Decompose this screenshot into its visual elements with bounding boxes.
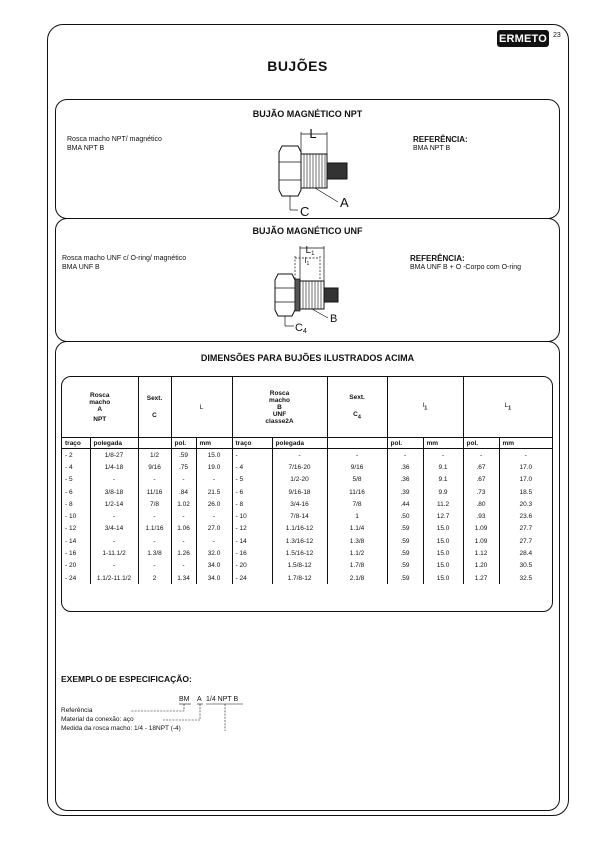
table-cell: - 4 xyxy=(232,461,272,473)
spec-line-reference: Referência xyxy=(61,707,93,714)
table-cell: 1-11.1/2 xyxy=(90,547,138,559)
table-cell: .59 xyxy=(387,560,423,572)
section-npt-title: BUJÃO MAGNÉTICO NPT xyxy=(252,109,363,119)
npt-reference-label: REFERÊNCIA: xyxy=(413,135,468,144)
table-cell: - 20 xyxy=(65,562,77,570)
table-cell: - xyxy=(171,474,196,486)
table-cell: 32.0 xyxy=(196,547,232,559)
table-cell: 9/16-18 xyxy=(272,486,327,498)
table-cell: 1/8-27 xyxy=(90,449,138,462)
table-cell: - xyxy=(90,474,138,486)
header-unf-line: B xyxy=(277,403,282,411)
table-cell: 17.0 xyxy=(499,461,552,473)
page-title: BUJÕES xyxy=(267,58,328,74)
table-cell: - xyxy=(272,449,327,462)
table-cell: 11/16 xyxy=(138,486,171,498)
unf-reference-value: BMA UNF B + O -Corpo com O-ring xyxy=(410,264,522,271)
table-cell: .93 xyxy=(463,510,499,522)
table-cell: - 10 xyxy=(232,510,272,522)
table-cell: - 16 xyxy=(232,547,272,559)
unf-label-b: B xyxy=(330,313,338,325)
table-cell: - 24 xyxy=(65,574,77,582)
table-cell: 3/8-18 xyxy=(90,486,138,498)
table-cell: 7/8-14 xyxy=(272,510,327,522)
table-cell: .73 xyxy=(463,486,499,498)
table-cell: 2.1/8 xyxy=(327,572,387,584)
table-cell: - xyxy=(423,449,463,462)
spec-code-bm: BM xyxy=(179,696,190,703)
table-cell: 11/16 xyxy=(327,486,387,498)
table-cell: .59 xyxy=(387,547,423,559)
table-cell: - xyxy=(138,510,171,522)
table-cell: - xyxy=(196,510,232,522)
header-sext-c4-label: Sext. xyxy=(349,393,365,401)
header-npt-line: NPT xyxy=(93,415,107,423)
unf-label-c4-main: C xyxy=(295,322,303,334)
spec-code-size: 1/4 NPT B xyxy=(206,696,239,703)
table-cell: 1/2-20 xyxy=(272,474,327,486)
table-cell: - 4 xyxy=(65,463,73,471)
table-cell: 1.1/16-12 xyxy=(272,523,327,535)
table-cell: - 16 xyxy=(65,550,77,558)
table-cell: - 8 xyxy=(65,500,73,508)
table-cell: - 20 xyxy=(232,560,272,572)
table-cell: - xyxy=(138,560,171,572)
table-cell: 15.0 xyxy=(423,547,463,559)
table-cell: 3/4-14 xyxy=(90,523,138,535)
npt-description-line: Rosca macho NPT/ magnético xyxy=(67,136,162,143)
header-l: L xyxy=(171,377,232,438)
table-cell: - xyxy=(387,449,423,462)
table-cell: 18.5 xyxy=(499,486,552,498)
table-cell: 23.6 xyxy=(499,510,552,522)
table-cell: 1/2 xyxy=(138,449,171,462)
subheader-cell: traço xyxy=(62,438,90,449)
unf-label-small-l-sub: 1 xyxy=(306,261,310,267)
subheader-cell: pol. xyxy=(171,438,196,449)
table-cell: .80 xyxy=(463,498,499,510)
subheader-cell: mm xyxy=(499,438,552,449)
table-cell: 1.3/8 xyxy=(138,547,171,559)
table-cell: 1.3/8 xyxy=(327,535,387,547)
spec-code-a: A xyxy=(197,696,202,703)
table-cell: .59 xyxy=(387,572,423,584)
spec-line-thread: Medida da rosca macho: 1/4 - 18NPT (-4) xyxy=(61,725,181,732)
subheader-cell: mm xyxy=(196,438,232,449)
table-cell: - xyxy=(138,474,171,486)
table-cell: 15.0 xyxy=(423,572,463,584)
table-cell: - 2 xyxy=(65,451,73,459)
dimensions-title: DIMENSÕES PARA BUJÕES ILUSTRADOS ACIMA xyxy=(200,353,415,363)
unf-label-l1-main: L xyxy=(305,245,312,256)
table-cell: 1.02 xyxy=(171,498,196,510)
table-cell: - 24 xyxy=(232,572,272,584)
header-sext-c-line: Sext. xyxy=(146,395,163,402)
header-unf-line: UNF xyxy=(272,410,287,418)
table-cell: 1.06 xyxy=(171,523,196,535)
header-npt-line: A xyxy=(97,405,103,413)
table-cell: .39 xyxy=(387,486,423,498)
table-cell: 27.0 xyxy=(196,523,232,535)
ermeto-logo: ERMETO xyxy=(497,30,549,47)
table-cell: 1/2-14 xyxy=(90,498,138,510)
table-cell: - 5 xyxy=(65,476,73,484)
unf-description-line: Rosca macho UNF c/ O-ring/ magnético xyxy=(62,255,187,262)
table-cell: .59 xyxy=(171,449,196,462)
table-cell: 7/16-20 xyxy=(272,461,327,473)
table-cell: .36 xyxy=(387,474,423,486)
table-cell: .67 xyxy=(463,474,499,486)
header-l1-small-sub: 1 xyxy=(424,405,428,412)
table-cell: - xyxy=(171,510,196,522)
npt-label-c: C xyxy=(300,204,310,219)
header-unf-line: classe2A xyxy=(265,417,294,425)
header-npt-line: Rosca xyxy=(90,391,110,399)
table-cell: 1.3/16-12 xyxy=(272,535,327,547)
table-cell: 7/8 xyxy=(138,498,171,510)
table-cell: - xyxy=(232,449,272,462)
table-cell: 34.0 xyxy=(196,572,232,584)
unf-label-c4-sub: 4 xyxy=(302,328,307,335)
table-cell: 11.2 xyxy=(423,498,463,510)
npt-description-line: BMA NPT B xyxy=(67,145,105,152)
table-cell: 9/16 xyxy=(327,461,387,473)
table-cell: 21.5 xyxy=(196,486,232,498)
table-cell: - 8 xyxy=(232,498,272,510)
table-cell: 2 xyxy=(138,572,171,584)
table-cell: 1.1/4 xyxy=(327,523,387,535)
table-cell: 30.5 xyxy=(499,560,552,572)
table-cell: - 12 xyxy=(65,525,77,533)
table-cell: 1 xyxy=(327,510,387,522)
table-cell: - xyxy=(327,449,387,462)
table-cell: - xyxy=(499,449,552,462)
table-cell: 1.12 xyxy=(463,547,499,559)
table-cell: .44 xyxy=(387,498,423,510)
header-l1-sub: 1 xyxy=(508,405,512,412)
unf-label-small-l-main: l xyxy=(304,256,307,265)
table-cell: 1.09 xyxy=(463,535,499,547)
table-cell: 1.1/16 xyxy=(138,523,171,535)
table-cell: 1.1/2 xyxy=(327,547,387,559)
table-cell: 17.0 xyxy=(499,474,552,486)
table-cell: - 6 xyxy=(232,486,272,498)
table-cell: 9.9 xyxy=(423,486,463,498)
header-unf-line: macho xyxy=(269,396,290,404)
table-cell: - xyxy=(171,535,196,547)
table-cell: 1.1/2-11.1/2 xyxy=(90,572,138,584)
table-cell: 15.0 xyxy=(423,523,463,535)
subheader-cell: pol. xyxy=(463,438,499,449)
table-cell: 15.0 xyxy=(423,560,463,572)
table-cell: 5/8 xyxy=(327,474,387,486)
unf-label-l1-sub: 1 xyxy=(311,251,315,257)
unf-reference-label: REFERÊNCIA: xyxy=(410,254,465,263)
table-cell: 34.0 xyxy=(196,560,232,572)
table-cell: 27.7 xyxy=(499,523,552,535)
table-cell: 1.7/8 xyxy=(327,560,387,572)
table-cell: 15.0 xyxy=(196,449,232,462)
table-cell: - 14 xyxy=(65,537,77,545)
table-cell: 15.0 xyxy=(423,535,463,547)
table-cell: - xyxy=(196,535,232,547)
table-cell: - xyxy=(171,560,196,572)
subheader-cell: polegada xyxy=(272,438,327,449)
table-cell: 19.0 xyxy=(196,461,232,473)
table-cell: 1.5/16-12 xyxy=(272,547,327,559)
table-cell: 27.7 xyxy=(499,535,552,547)
table-cell: - 14 xyxy=(232,535,272,547)
table-cell: - 6 xyxy=(65,488,73,496)
npt-label-l: L xyxy=(309,126,317,141)
table-cell: 32.5 xyxy=(499,572,552,584)
subheader-cell: pol. xyxy=(387,438,423,449)
table-cell: - xyxy=(463,449,499,462)
header-sext-c4-sub: 4 xyxy=(357,414,361,421)
table-cell: - 10 xyxy=(65,513,77,521)
table-cell: 1.27 xyxy=(463,572,499,584)
header-npt-line: macho xyxy=(89,398,111,406)
table-cell: 1.26 xyxy=(171,547,196,559)
table-cell: 12.7 xyxy=(423,510,463,522)
section-unf-title: BUJÃO MAGNÉTICO UNF xyxy=(252,226,363,236)
spec-title: EXEMPLO DE ESPECIFICAÇÃO: xyxy=(61,674,192,684)
table-cell: .59 xyxy=(387,535,423,547)
table-cell: 9/16 xyxy=(138,461,171,473)
table-cell: 28.4 xyxy=(499,547,552,559)
header-unf-line: Rosca xyxy=(269,389,290,397)
header-sext-c4-main: C xyxy=(353,410,358,418)
table-cell: - xyxy=(196,474,232,486)
table-cell: 1/4-18 xyxy=(90,461,138,473)
table-cell: .36 xyxy=(387,461,423,473)
table-cell: 1.7/8-12 xyxy=(272,572,327,584)
spec-line-material: Material da conexão: aço xyxy=(61,716,134,723)
table-cell: - xyxy=(138,535,171,547)
npt-label-a: A xyxy=(340,195,349,210)
table-cell: 1.5/8-12 xyxy=(272,560,327,572)
page-number: 23 xyxy=(553,32,561,39)
subheader-cell: mm xyxy=(423,438,463,449)
table-cell: - xyxy=(90,510,138,522)
table-cell: - 5 xyxy=(232,474,272,486)
unf-description-line: BMA UNF B xyxy=(62,264,100,271)
table-cell: - 12 xyxy=(232,523,272,535)
table-cell: 1.20 xyxy=(463,560,499,572)
header-sext-c-line: C xyxy=(152,412,157,419)
table-cell: - xyxy=(90,560,138,572)
table-cell: 26.0 xyxy=(196,498,232,510)
table-cell: - xyxy=(90,535,138,547)
table-cell: 1.09 xyxy=(463,523,499,535)
table-cell: 20.3 xyxy=(499,498,552,510)
table-cell: 9.1 xyxy=(423,461,463,473)
table-cell: .50 xyxy=(387,510,423,522)
table-cell: .59 xyxy=(387,523,423,535)
table-cell: .84 xyxy=(171,486,196,498)
table-cell: 9.1 xyxy=(423,474,463,486)
npt-reference-value: BMA NPT B xyxy=(413,145,451,152)
table-cell: 7/8 xyxy=(327,498,387,510)
subheader-cell: traço xyxy=(232,438,272,449)
header-l1-main: L xyxy=(504,402,509,410)
table-cell: 1.34 xyxy=(171,572,196,584)
header-l1-small-main: l xyxy=(422,402,425,410)
table-cell: .75 xyxy=(171,461,196,473)
subheader-cell: polegada xyxy=(90,438,138,449)
table-cell: 3/4-16 xyxy=(272,498,327,510)
table-cell: .67 xyxy=(463,461,499,473)
